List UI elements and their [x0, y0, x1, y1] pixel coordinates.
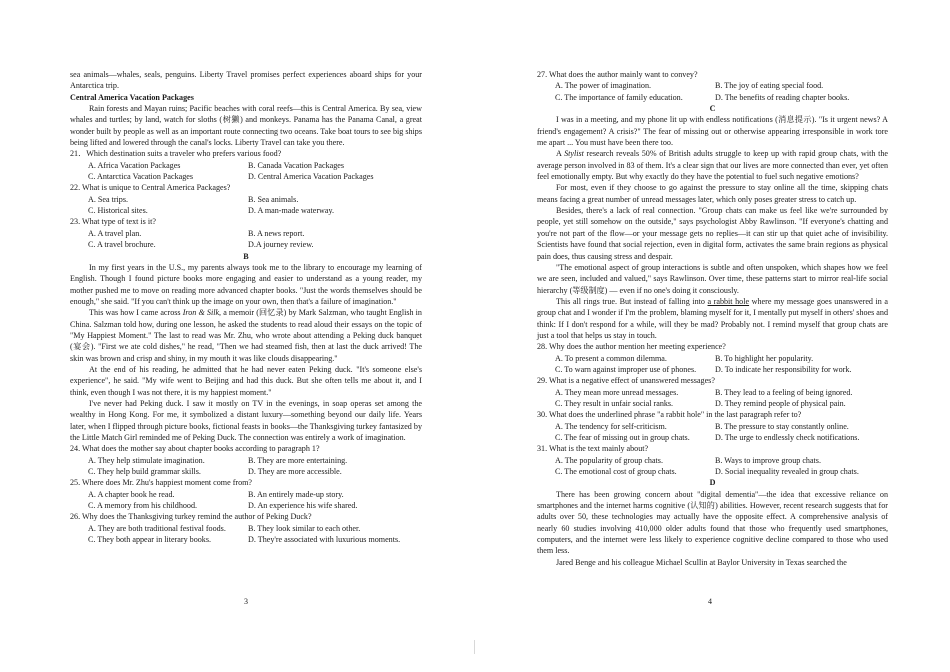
central-america-body: Rain forests and Mayan ruins; Pacific beaches with coral reefs—this is Central America. By sea, view whales and turtles; by land, watch for sloths (树獭) and monkeys. Panama has the Panama Canal, a great wonder built by people as well as an important route connecting two oceans. Take boat tours to see big ships being lifted and lowered through the canal's locks. Liberty Travel can take you there.: [70, 104, 422, 148]
option-a: A. Africa Vacation Packages: [88, 160, 181, 170]
question-stem: 26. Why does the Thanksgiving turkey remind the author of Peking Duck?: [70, 512, 312, 522]
option-b: B. They lead to a feeling of being ignored.: [715, 387, 853, 397]
passage-a-end: sea animals—whales, seals, penguins. Liberty Travel promises perfect experiences aboard ships for your Antarctica trip.: [70, 70, 422, 91]
option-d: D. They are more accessible.: [248, 467, 342, 477]
options: [537, 387, 888, 410]
question-31: [537, 443, 888, 477]
option-b: B. Canada Vacation Packages: [248, 160, 345, 170]
passage-c-paragraph-6: [537, 296, 888, 341]
option-c: C. The fear of missing out in group chats.: [555, 433, 690, 442]
option-b: B. To highlight her popularity.: [715, 353, 814, 363]
option-c: C. They both appear in literary books.: [88, 535, 212, 545]
option-d: D. A man-made waterway.: [248, 206, 335, 216]
section-c-heading: C: [709, 104, 716, 114]
question-stem: 31. What is the text mainly about?: [537, 444, 649, 454]
question-stem: 22. What is unique to Central America Packages?: [70, 183, 231, 193]
passage-b-paragraph-1: In my first years in the U.S., my parents always took me to the library to encourage my learning of English. Though I found picture books more engaging and easier to understand as a young reader, my mother pushed me to move on reading more advanced chapter books. "Just the words themselves should be enough," she said. "If you can't think up the image on your own, then that's a failure of imagination.": [70, 262, 422, 306]
options: [70, 160, 422, 183]
underlined-phrase: a rabbit hole: [707, 296, 750, 306]
option-c: C. The emotional cost of group chats.: [555, 467, 677, 477]
option-c: C. The importance of family education.: [555, 92, 683, 102]
text-run: , a memoir (回忆录) by Mark Salzman, who taught English in China. Salzman told how, during one lesson, he asked the students to read aloud their essays on the topic of "My Happiest Moment." The last to read was Mr. Zhu, who wrote about attending a Peking duck banquet (宴会). "First we ate cold dishes," he read, "Then we had steamed fish, then at last the duck arrived! The skin was brown and crisp and shiny, in my mouth it was like clouds disappearing.": [70, 308, 422, 363]
option-a: A. A chapter book he read.: [88, 489, 175, 499]
option-d: D.A journey review.: [248, 240, 314, 250]
text-run: This all rings true. But instead of falling into: [556, 296, 708, 306]
text-run: where my message goes unanswered in a group chat and I wonder if I'm the problem, blaming myself for it, I mentally put myself in others' shoes and think: If I don't respond for a while, will they be mad? Probably not. I remind myself that group chats are just a tool that helps us stay in touch.: [537, 296, 889, 340]
text-run: research reveals 50% of British adults struggle to keep up with rapid group chats, with the average person involved in 83 of them. It's a clear sign that our lives are more connected than ever, yet often feel emotionally empty. But why exactly do they have the potential to fuel such negative emotions?: [537, 149, 889, 182]
option-a: A. To present a common dilemma.: [555, 353, 667, 363]
question-stem: 30. What does the underlined phrase "a rabbit hole" in the last paragraph refer to?: [537, 410, 802, 420]
question-21: [70, 148, 422, 182]
options: [537, 80, 888, 103]
option-a: A. The popularity of group chats.: [555, 455, 663, 465]
question-25: [70, 477, 422, 511]
fold-mark: [474, 640, 475, 654]
option-c: C. A travel brochure.: [88, 240, 156, 250]
option-a: A. The tendency for self-criticism.: [555, 421, 667, 431]
question-stem: 25. Where does Mr. Zhu's happiest moment come from?: [70, 478, 253, 488]
question-23: [70, 216, 422, 250]
options: [537, 421, 888, 444]
question-22: [70, 182, 422, 216]
passage-b-paragraph-4: I've never had Peking duck. I saw it mostly on TV in the evenings, in soap operas set among the wealthy in Hong Kong. For me, it symbolized a distant luxury—something beyond our daily life. Years later, when I flipped through picture books, fictional feasts in books—the Thanksgiving turkey fantasized by the Little Match Girl reminded me of Peking Duck. The connection was entirely a work of imagination.: [70, 398, 422, 442]
option-d: D. They're associated with luxurious moments.: [248, 535, 401, 545]
option-b: B. The pressure to stay constantly online.: [715, 421, 849, 431]
option-d: D. Central America Vacation Packages: [248, 172, 374, 182]
option-a: A. They mean more unread messages.: [555, 387, 679, 397]
text-run: A: [556, 149, 565, 159]
page-number: 4: [708, 597, 712, 606]
option-d: D. The urge to endlessly check notifications.: [715, 433, 860, 442]
question-30: [537, 409, 888, 443]
question-stem: 24. What does the mother say about chapter books according to paragraph 1?: [70, 444, 320, 454]
option-d: D. Social inequality revealed in group chats.: [715, 467, 859, 477]
option-a: A. A travel plan.: [88, 228, 142, 238]
option-c: C. They help build grammar skills.: [88, 467, 201, 477]
option-c: C. A memory from his childhood.: [88, 501, 198, 511]
magazine-title: Stylist: [564, 149, 584, 159]
question-stem: 21．Which destination suits a traveler who prefers various food?: [70, 149, 282, 159]
option-d: D. They remind people of physical pain.: [715, 398, 846, 408]
option-b: B. They look similar to each other.: [248, 523, 361, 533]
passage-c-paragraph-5: "The emotional aspect of group interactions is subtle and often unspoken, which shapes how we feel we are seen, included and valued," says Rawlinson. Over time, these patterns start to mirror real-life social hierarchy (等级制度) — even if no one's doing it consciously.: [537, 262, 888, 295]
options: [537, 455, 888, 478]
book-title: Iron & Silk: [182, 308, 220, 318]
options: [70, 455, 422, 478]
passage-d-paragraph-1: There has been growing concern about "digital dementia"—the idea that excessive reliance on smartphones and the internet harms cognitive (认知的) abilities. However, recent research suggests that for adults over 50, these technologies may actually have the opposite effect. A comprehensive analysis of nearly 60 studies involving 410,000 older adults found that those who frequently used smartphones, computers, and the internet were less likely to experience cognitive decline compared to those who used them less.: [537, 489, 888, 556]
question-28: [537, 341, 888, 375]
question-24: [70, 443, 422, 477]
options: [70, 523, 422, 546]
options: [70, 194, 422, 217]
option-b: B. Sea animals.: [248, 194, 299, 204]
question-27: [537, 69, 888, 103]
option-c: C. Antarctica Vacation Packages: [88, 172, 194, 182]
question-stem: 29. What is a negative effect of unanswered messages?: [537, 376, 715, 386]
passage-c-paragraph-3: For most, even if they choose to go against the pressure to stay online all the time, skipping chats means facing a great number of unread messages later, which only poses greater stress to catch up.: [537, 183, 888, 204]
option-b: B. An entirely made-up story.: [248, 489, 344, 499]
section-d-heading: D: [709, 478, 716, 488]
question-26: [70, 511, 422, 545]
passage-b-paragraph-3: At the end of his reading, he admitted that he had never eaten Peking duck. "It's someone else's experience", he said. "My wife went to Beijing and had this duck. But she often tells me about it, and I think, even though I was not there, it is my happiest moment.": [70, 364, 422, 397]
option-a: A. They are both traditional festival foods.: [88, 523, 226, 533]
passage-b-paragraph-2: [70, 307, 422, 364]
option-c: C. To warn against improper use of phones.: [555, 364, 697, 374]
right-column: [537, 69, 888, 568]
passage-c-paragraph-1: I was in a meeting, and my phone lit up with endless notifications (消息提示). "Is it urgent news? A friend's engagement? A crisis?" The fear of missing out or otherwise appearing irresponsible in work tore me apart ... You must have been there too.: [537, 115, 888, 148]
left-column: [70, 69, 422, 545]
options: [537, 353, 888, 376]
question-stem: 23. What type of text is it?: [70, 217, 156, 227]
option-b: B. They are more entertaining.: [248, 455, 348, 465]
option-a: A. They help stimulate imagination.: [88, 455, 205, 465]
option-b: B. A news report.: [248, 228, 305, 238]
passage-c-paragraph-2: [537, 148, 888, 182]
right-page: [475, 0, 950, 672]
option-a: A. The power of imagination.: [555, 81, 652, 91]
passage-d-paragraph-2: Jared Benge and his colleague Michael Scullin at Baylor University in Texas searched the: [556, 557, 847, 567]
central-america-title: Central America Vacation Packages: [70, 92, 194, 102]
question-stem: 27. What does the author mainly want to convey?: [537, 70, 698, 79]
question-29: [537, 375, 888, 409]
page-number: 3: [244, 597, 248, 606]
options: [70, 489, 422, 512]
passage-c-paragraph-4: Besides, there's a lack of real connection. "Group chats can make us feel like we're surrounded by people, yet still somehow on the outside," says psychologist Abby Rawlinson. "If everyone's chatting and you're not part of the flow—or your message gets no replies—it can stir up that quiet ache of invisibility. Scientists have found that social rejection, even in digital form, activates the same brain regions as physical pain does, thus causing stress and despair.: [537, 206, 888, 261]
section-b-heading: B: [243, 251, 249, 261]
option-d: D. The benefits of reading chapter books.: [715, 92, 850, 102]
option-c: C. They result in unfair social ranks.: [555, 398, 674, 408]
question-stem: 28. Why does the author mention her meeting experience?: [537, 342, 726, 352]
option-b: B. The joy of eating special food.: [715, 81, 824, 91]
option-b: B. Ways to improve group chats.: [715, 455, 821, 465]
option-c: C. Historical sites.: [88, 206, 148, 216]
option-a: A. Sea trips.: [88, 194, 129, 204]
option-d: D. An experience his wife shared.: [248, 501, 358, 511]
options: [70, 228, 422, 251]
option-d: D. To indicate her responsibility for work.: [715, 364, 852, 374]
text-run: This was how I came across: [89, 308, 183, 318]
